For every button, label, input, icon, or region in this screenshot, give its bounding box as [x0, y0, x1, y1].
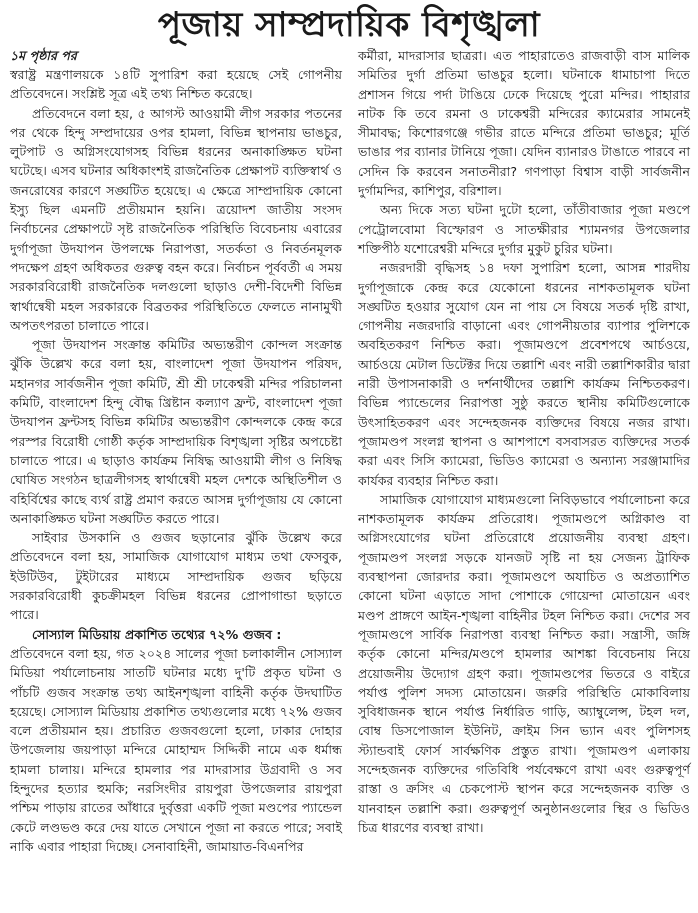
paragraph: স্বরাষ্ট্র মন্ত্রণালয়কে ১৪টি সুপারিশ করা হয়েছে সেই গোপনীয় প্রতিবেদনে। সংশ্লিষ্ট সূত্র এই তথ্য নিশ্চিত করেছে।	[10, 67, 342, 102]
article	[0, 4, 698, 856]
continued-from-label: ১ম পৃষ্ঠার পর	[10, 48, 77, 63]
right-column	[358, 46, 690, 856]
subheading: সোস্যাল মিডিয়ায় প্রকাশিত তথ্যের ৭২% গুজব :	[32, 626, 282, 642]
paragraph: সাইবার উসকানি ও গুজব ছড়ানোর ঝুঁকি উল্লেখ করে প্রতিবেদনে বলা হয়, সামাজিক যোগাযোগ মাধ্যম তথা ফেসবুক, ইউটিউব, টুইটারের মাধ্যমে সাম্প্রদায়িক গুজব ছড়িয়ে সরকারবিরোধী কুচক্রীমহল বিভিন্ন ধরনের প্রোপাগান্ডা ছড়াতে পারে।	[10, 530, 342, 623]
paragraph: কর্মীরা, মাদরাসার ছাত্ররা। এত পাহারাতেও রাজবাড়ী বাস মালিক সমিতির দুর্গা প্রতিমা ভাঙচুর হলো। ঘটনাকে ধামাচাপা দিতে প্রশাসন গিয়ে পর্দা টাঙিয়ে ঢেকে দিয়েছে পুরো মন্দির। পাহারার নাটক কি তবে রমনা ও ঢাকেশ্বরী মন্দিরের ক্যামেরার সামনেই সীমাবদ্ধ; কিশোরগঞ্জে গভীর রাতে মন্দিরে প্রতিমা ভাঙচুর; মূর্তি ভাঙার পর ব্যানার টানিয়ে পূজা। যেদিন ব্যানারও টাঙাতে পারবে না সেদিন কি করবেন সনাতনীরা? গণপাড়া বিশ্বাস বাড়ী সার্বজনীন দুর্গামন্দির, কাশিপুর, বরিশাল।	[358, 48, 690, 199]
paragraph: প্রতিবেদনে বলা হয়, ৫ আগস্ট আওয়ামী লীগ সরকার পতনের পর থেকে হিন্দু সম্প্রদায়ের ওপর হামলা, বিভিন্ন স্থাপনায় ভাঙচুর, লুটপাট ও অগ্নিসংযোগসহ বিভিন্ন ধরনের অনাকাঙ্ক্ষিত ঘটনা ঘটেছে। এসব ঘটনার অধিকাংশই রাজনৈতিক প্রেক্ষাপট ব্যক্তিস্বার্থ ও জনরোষের কারণে সঙ্ঘটিত হয়েছে। এ ক্ষেত্রে সাম্প্রদায়িক কোনো ইস্যু ছিল এমনটি প্রতীয়মান হয়নি। ত্রয়োদশ জাতীয় সংসদ নির্বাচনের প্রেক্ষাপটে সৃষ্ট রাজনৈতিক পরিস্থিতি বিবেচনায় এবারের দুর্গাপূজা উদযাপন উপলক্ষে নিরাপত্তা, সতর্কতা ও নিবর্তনমূলক পদক্ষেপ গ্রহণ অধিকতর গুরুত্ব বহন করে। নির্বাচন পূর্ববর্তী এ সময় সরকারবিরোধী রাজনৈতিক দলগুলো ছাড়াও দেশী-বিদেশী বিভিন্ন স্বার্থান্বেষী মহল সরকারকে বিব্রতকর পরিস্থিতিতে ফেলতে নানামুখী অপতৎপরতা চালাতে পারে।	[10, 105, 342, 333]
paragraph: অন্য দিকে সত্য ঘটনা দুটো হলো, তাঁতীবাজার পূজা মণ্ডপে পেট্রোলবোমা বিস্ফোরণ ও সাতক্ষীরার শ্যামনগর উপজেলার শক্তিপীঠ যশোরেশ্বরী মন্দিরে দুর্গার মুকুট চুরির ঘটনা।	[358, 202, 690, 256]
paragraph: নজরদারী বৃদ্ধিসহ ১৪ দফা সুপারিশ হলো, আসন্ন শারদীয় দুর্গাপূজাকে কেন্দ্র করে যেকোনো ধরনের নাশকতামূলক ঘটনা সঙ্ঘটিত হওয়ার সুযোগ যেন না পায় সে বিষয়ে সতর্ক দৃষ্টি রাখা, গোপনীয় নজরদারি বাড়ানো এবং গোপনীয়তার ব্যাপার পুলিশকে অবহিতকরণ নিশ্চিত করা। পূজামণ্ডপে প্রবেশপথে আর্চওয়ে, আর্চওয়ে মেটাল ডিটেক্টর দিয়ে তল্লাশি এবং নারী তল্লাশিকারীর দ্বারা নারী উপাসনাকারী ও দর্শনার্থীদের তল্লাশি কার্যক্রম নিশ্চিতকরণ। বিভিন্ন প্যান্ডেলের নিরাপত্তা সুষ্ঠু করতে স্থানীয় কমিটিগুলোকে উৎসাহিতকরণ এবং সন্দেহজনক ব্যক্তিদের বিষয়ে নজর রাখা। পূজামণ্ডপ সংলগ্ন স্থাপনা ও আশপাশে বসবাসরত ব্যক্তিদের সতর্ক করা এবং সিসি ক্যামেরা, ভিডিও ক্যামেরা ও অন্যান্য সরঞ্জামাদির কার্যকর ব্যবহার নিশ্চিত করা।	[358, 260, 690, 488]
left-column	[10, 46, 342, 856]
paragraph: প্রতিবেদনে বলা হয়, গত ২০২৪ সালের পূজা চলাকালীন সোস্যাল মিডিয়া পর্যালোচনায় সাতটি ঘটনার মধ্যে দু'টি প্রকৃত ঘটনা ও পাঁচটি গুজব সংক্রান্ত তথ্য আইনশৃঙ্খলা বাহিনী কর্তৃক উদঘাটিত হয়েছে। সোস্যাল মিডিয়ায় প্রকাশিত তথ্যগুলোর মধ্যে ৭২% গুজব বলে প্রতীয়মান হয়। প্রচারিত গুজবগুলো হলো, ঢাকার দোহার উপজেলায় জয়পাড়া মন্দিরে মোহাম্মদ সিদ্দিকী নামে এক ধর্মান্ধ হামলা চালায়। মন্দিরে হামলার পর মাদরাসার উগ্রবাদী ও সব হিন্দুদের হত্যার হুমকি; নরসিংদীর রায়পুরা উপজেলার রায়পুরা পশ্চিম পাড়ায় রাতের আঁধারে দুর্বৃত্তরা একটি পূজা মণ্ডপের প্যান্ডেল কেটে লণ্ডভণ্ড করে দেয় যাতে সেখানে পূজা না করতে পারে; সবাই নাকি এবার পাহারা দিচ্ছে। সেনাবাহিনী, জামায়াত-বিএনপির	[10, 645, 342, 854]
article-body	[0, 46, 698, 856]
paragraph: পূজা উদযাপন সংক্রান্ত কমিটির অভ্যন্তরীণ কোন্দল সংক্রান্ত ঝুঁকি উল্লেখ করে বলা হয়, বাংলাদেশ পূজা উদযাপন পরিষদ, মহানগর সার্বজনীন পূজা কমিটি, শ্রী শ্রী ঢাকেশ্বরী মন্দির পরিচালনা কমিটি, বাংলাদেশ হিন্দু বৌদ্ধ খ্রিষ্টান কল্যাণ ফ্রন্ট, বাংলাদেশ পূজা উদযাপন ফ্রন্টসহ বিভিন্ন কমিটির অভ্যন্তরীণ কোন্দলকে কেন্দ্র করে পরস্পর বিরোধী গোষ্ঠী কর্তৃক সাম্প্রদায়িক বিশৃঙ্খলা সৃষ্টির অপচেষ্টা চালাতে পারে। এ ছাড়াও কার্যক্রম নিষিদ্ধ আওয়ামী লীগ ও নিষিদ্ধ ঘোষিত সংগঠন ছাত্রলীগসহ স্বার্থান্বেষী মহল দেশকে অস্থিতিশীল ও বহির্বিশ্বের কাছে ব্যর্থ রাষ্ট্র প্রমাণ করতে আসন্ন দুর্গাপূজায় যে কোনো অনাকাঙ্ক্ষিত ঘটনা সঙ্ঘটিত করতে পারে।	[10, 337, 342, 526]
subheading-paragraph	[10, 625, 342, 644]
headline: পূজায় সাম্প্রদায়িক বিশৃঙ্খলা	[157, 5, 541, 45]
paragraph: সামাজিক যোগাযোগ মাধ্যমগুলো নিবিড়ভাবে পর্যালোচনা করে নাশকতামূলক কার্যক্রম প্রতিরোধ। পূজামণ্ডপে অগ্নিকাণ্ড বা অগ্নিসংযোগের ঘটনা প্রতিরোধে প্রয়োজনীয় ব্যবস্থা গ্রহণ। পূজামণ্ডপ সংলগ্ন সড়কে যানজট সৃষ্টি না হয় সেজন্য ট্রাফিক ব্যবস্থাপনা জোরদার করা। পূজামণ্ডপে অযাচিত ও অপ্রত্যাশিত কোনো ঘটনা এড়াতে সাদা পোশাকে গোয়েন্দা মোতায়েন এবং মণ্ডপ প্রাঙ্গণে আইন-শৃঙ্খলা বাহিনীর টহল নিশ্চিত করা। দেশের সব পূজামণ্ডপে সার্বিক নিরাপত্তা ব্যবস্থা নিশ্চিত করা। সন্ত্রাসী, জঙ্গি কর্তৃক কোনো মন্দির/মণ্ডপে হামলার আশঙ্কা বিবেচনায় নিয়ে প্রয়োজনীয় উদ্যোগ গ্রহণ করা। পূজামণ্ডপের ভিতরে ও বাইরে পর্যাপ্ত পুলিশ সদস্য মোতায়েন। জরুরি পরিস্থিতি মোকাবিলায় সুবিধাজনক স্থানে পর্যাপ্ত নির্ধারিত গাড়ি, অ্যাম্বুলেন্স, টহল দল, বোম্ব ডিসপোজাল ইউনিট, ক্রাইম সিন ভ্যান এবং পুলিশসহ স্ট্যান্ডবাই ফোর্স সার্বক্ষণিক প্রস্তুত রাখা। পূজামণ্ডপ এলাকায় সন্দেহজনক ব্যক্তিদের গতিবিধি পর্যবেক্ষণে রাখা এবং গুরুত্বপূর্ণ রাস্তা ও ক্রসিং এ চেকপোস্ট স্থাপন করে সন্দেহজনক ব্যক্তি ও যানবাহন তল্লাশি করা। গুরুত্বপূর্ণ অনুষ্ঠানগুলোর স্থির ও ভিডিও চিত্র ধারণের ব্যবস্থা রাখা।	[358, 491, 690, 835]
